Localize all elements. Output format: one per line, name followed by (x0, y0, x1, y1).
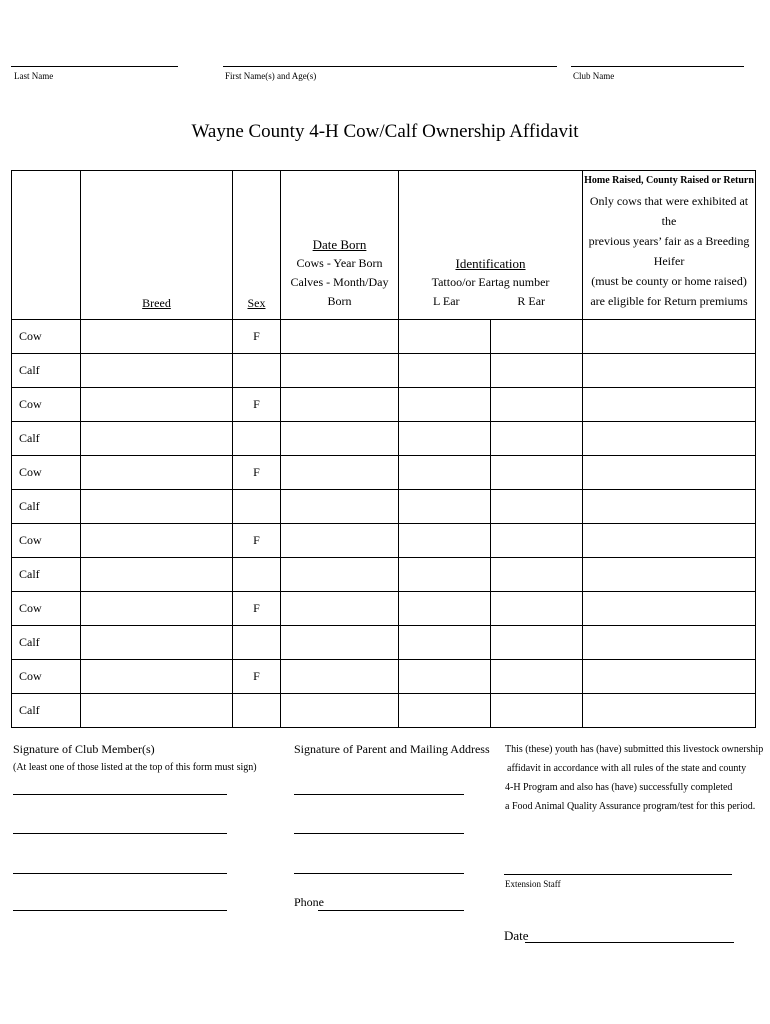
header-home-raised-line4: are eligible for Return premiums (590, 294, 748, 308)
table-row (12, 626, 756, 660)
header-breed: Breed (142, 296, 171, 310)
home-raised-cell[interactable] (583, 320, 756, 354)
breed-cell[interactable] (81, 626, 233, 660)
left-ear-cell[interactable] (399, 524, 491, 558)
table-row (12, 388, 756, 422)
home-raised-cell[interactable] (583, 660, 756, 694)
left-ear-cell[interactable] (399, 456, 491, 490)
right-ear-cell[interactable] (491, 456, 583, 490)
statement-line-3: 4-H Program and also has (have) successfully completed (505, 782, 733, 793)
header-home-raised-title: Home Raised, County Raised or Return (584, 175, 754, 186)
left-ear-cell[interactable] (399, 694, 491, 728)
animal-type-cell: Calf (12, 626, 81, 660)
sex-cell[interactable]: F (233, 456, 281, 490)
statement-line-4: a Food Animal Quality Assurance program/test for this period. (505, 801, 756, 812)
animal-type-cell: Calf (12, 490, 81, 524)
left-ear-cell[interactable] (399, 490, 491, 524)
animal-type-cell: Cow (12, 592, 81, 626)
animal-type-cell: Cow (12, 524, 81, 558)
date-born-cell[interactable] (281, 422, 399, 456)
member-signature-line-3[interactable] (13, 873, 227, 874)
breed-cell[interactable] (81, 524, 233, 558)
sex-cell[interactable]: F (233, 592, 281, 626)
header-date-born-cows: Cows - Year Born (296, 256, 383, 270)
breed-cell[interactable] (81, 422, 233, 456)
home-raised-cell[interactable] (583, 558, 756, 592)
date-born-cell[interactable] (281, 660, 399, 694)
sex-cell[interactable] (233, 422, 281, 456)
parent-signature-label: Signature of Parent and Mailing Address (294, 742, 490, 756)
member-signature-label: Signature of Club Member(s) (13, 742, 155, 756)
phone-label: Phone (294, 895, 324, 909)
left-ear-cell[interactable] (399, 558, 491, 592)
left-ear-cell[interactable] (399, 626, 491, 660)
extension-staff-line[interactable] (504, 874, 732, 875)
table-row (12, 456, 756, 490)
home-raised-cell[interactable] (583, 524, 756, 558)
first-name-label: First Name(s) and Age(s) (225, 71, 317, 81)
parent-signature-line-2[interactable] (294, 833, 464, 834)
home-raised-cell[interactable] (583, 456, 756, 490)
breed-cell[interactable] (81, 558, 233, 592)
header-type-cell (12, 171, 81, 320)
animal-type-cell: Calf (12, 354, 81, 388)
date-born-cell[interactable] (281, 388, 399, 422)
header-sex-cell (233, 171, 281, 320)
left-ear-cell[interactable] (399, 592, 491, 626)
home-raised-cell[interactable] (583, 422, 756, 456)
home-raised-cell[interactable] (583, 694, 756, 728)
table-row (12, 558, 756, 592)
member-signature-line-2[interactable] (13, 833, 227, 834)
date-born-cell[interactable] (281, 558, 399, 592)
last-name-label: Last Name (14, 71, 54, 81)
animal-type-cell: Cow (12, 320, 81, 354)
header-date-born-calves: Calves - Month/Day Born (290, 275, 389, 308)
animal-type-cell: Calf (12, 558, 81, 592)
table-header-row (12, 171, 756, 320)
sex-cell[interactable] (233, 694, 281, 728)
right-ear-cell[interactable] (491, 354, 583, 388)
breed-cell[interactable] (81, 320, 233, 354)
phone-line[interactable] (318, 910, 464, 911)
statement-line-1: This (these) youth has (have) submitted this livestock ownership (505, 744, 764, 755)
animal-type-cell: Cow (12, 660, 81, 694)
table-row (12, 422, 756, 456)
parent-signature-line-3[interactable] (294, 873, 464, 874)
breed-cell[interactable] (81, 694, 233, 728)
table-row (12, 592, 756, 626)
sex-cell[interactable] (233, 626, 281, 660)
club-name-label: Club Name (573, 71, 615, 81)
member-signature-line-4[interactable] (13, 910, 227, 911)
breed-cell[interactable] (81, 354, 233, 388)
header-date-born-cell (281, 171, 399, 320)
header-date-born: Date Born (312, 237, 367, 252)
right-ear-cell[interactable] (491, 524, 583, 558)
sex-cell[interactable]: F (233, 660, 281, 694)
sex-cell[interactable]: F (233, 320, 281, 354)
left-ear-cell[interactable] (399, 354, 491, 388)
page-title: Wayne County 4-H Cow/Calf Ownership Affidavit (191, 121, 579, 142)
last-name-line[interactable] (11, 66, 178, 67)
header-home-raised-line3: (must be county or home raised) (591, 274, 747, 288)
date-born-cell[interactable] (281, 354, 399, 388)
header-breed-cell (81, 171, 233, 320)
left-ear-cell[interactable] (399, 388, 491, 422)
table-row (12, 354, 756, 388)
date-born-cell[interactable] (281, 524, 399, 558)
header-identification-sub: Tattoo/or Eartag number (431, 275, 550, 289)
sex-cell[interactable]: F (233, 388, 281, 422)
right-ear-cell[interactable] (491, 592, 583, 626)
date-label: Date (504, 928, 529, 943)
breed-cell[interactable] (81, 456, 233, 490)
left-ear-cell[interactable] (399, 320, 491, 354)
header-sex: Sex (247, 296, 266, 310)
header-identification-cell (399, 171, 583, 320)
statement-line-2: affidavit in accordance with all rules of the state and county (507, 763, 747, 774)
ownership-table (11, 170, 756, 728)
home-raised-cell[interactable] (583, 592, 756, 626)
first-name-line[interactable] (223, 66, 557, 67)
club-name-line[interactable] (571, 66, 744, 67)
sex-cell[interactable] (233, 354, 281, 388)
animal-type-cell: Cow (12, 456, 81, 490)
right-ear-cell[interactable] (491, 660, 583, 694)
header-home-raised-cell (583, 171, 756, 320)
date-born-cell[interactable] (281, 456, 399, 490)
right-ear-cell[interactable] (491, 320, 583, 354)
member-signature-note: (At least one of those listed at the top of this form must sign) (13, 762, 257, 773)
table-row (12, 490, 756, 524)
ear-labels (399, 292, 582, 311)
date-born-cell[interactable] (281, 626, 399, 660)
breed-cell[interactable] (81, 388, 233, 422)
parent-signature-line-1[interactable] (294, 794, 464, 795)
header-right-ear: R Ear (517, 294, 546, 308)
left-ear-cell[interactable] (399, 660, 491, 694)
sex-cell[interactable] (233, 490, 281, 524)
animal-type-cell: Calf (12, 422, 81, 456)
date-born-cell[interactable] (281, 490, 399, 524)
home-raised-cell[interactable] (583, 388, 756, 422)
header-home-raised-line1: Only cows that were exhibited at the (589, 194, 749, 228)
right-ear-cell[interactable] (491, 558, 583, 592)
right-ear-cell[interactable] (491, 422, 583, 456)
right-ear-cell[interactable] (491, 694, 583, 728)
breed-cell[interactable] (81, 592, 233, 626)
table-row (12, 660, 756, 694)
table-row (12, 524, 756, 558)
right-ear-cell[interactable] (491, 490, 583, 524)
right-ear-cell[interactable] (491, 626, 583, 660)
table-row (12, 694, 756, 728)
header-home-raised-line2: previous years’ fair as a Breeding Heifer (588, 234, 750, 268)
right-ear-cell[interactable] (491, 388, 583, 422)
date-line[interactable] (525, 942, 734, 943)
home-raised-cell[interactable] (583, 354, 756, 388)
home-raised-cell[interactable] (583, 490, 756, 524)
sex-cell[interactable]: F (233, 524, 281, 558)
header-identification: Identification (455, 256, 526, 271)
home-raised-cell[interactable] (583, 626, 756, 660)
member-signature-line-1[interactable] (13, 794, 227, 795)
breed-cell[interactable] (81, 490, 233, 524)
animal-type-cell: Calf (12, 694, 81, 728)
left-ear-cell[interactable] (399, 422, 491, 456)
extension-staff-label: Extension Staff (505, 879, 561, 889)
table-row (12, 320, 756, 354)
header-left-ear: L Ear (433, 294, 460, 308)
date-born-cell[interactable] (281, 694, 399, 728)
date-born-cell[interactable] (281, 320, 399, 354)
breed-cell[interactable] (81, 660, 233, 694)
sex-cell[interactable] (233, 558, 281, 592)
animal-type-cell: Cow (12, 388, 81, 422)
date-born-cell[interactable] (281, 592, 399, 626)
